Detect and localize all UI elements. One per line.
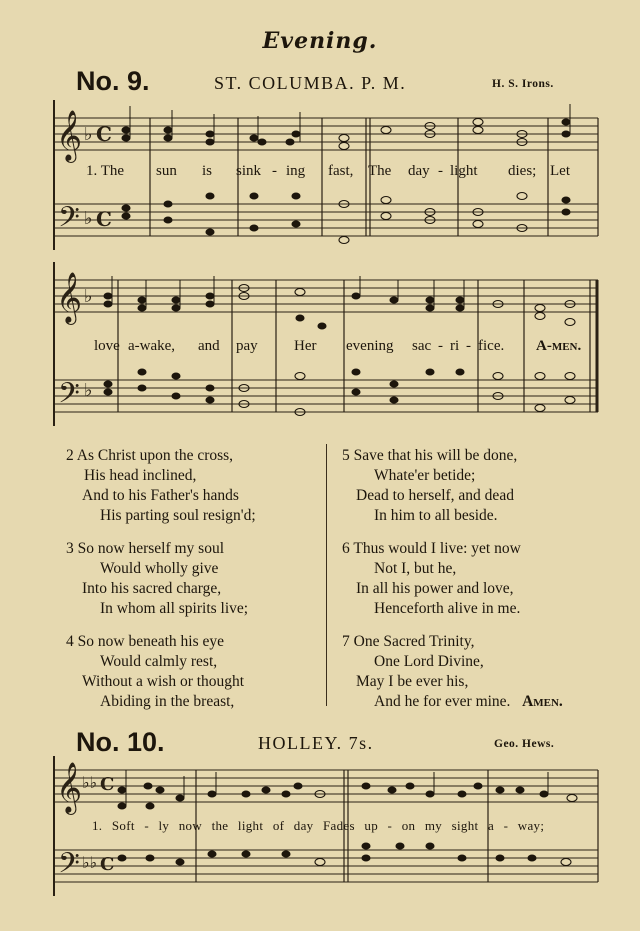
svg-text:♭♭: ♭♭ xyxy=(82,853,98,872)
staff-treble-system-1 xyxy=(54,118,598,150)
verse-6: 6 Thus would I live: yet now Not I, but he, In all his power and love, Henceforth alive in me. xyxy=(342,540,521,617)
notes-treble-system-2 xyxy=(104,285,575,330)
hymn-10-tune: HOLLEY. 7s. xyxy=(258,733,374,753)
bass-clef-icon: 𝄢 xyxy=(58,377,80,417)
hymn-9-number: No. 9. xyxy=(76,66,150,96)
column-divider xyxy=(326,444,327,706)
svg-text:♭: ♭ xyxy=(84,208,93,229)
svg-text:C: C xyxy=(100,854,115,875)
svg-text:♭♭: ♭♭ xyxy=(82,773,98,792)
svg-text:C: C xyxy=(96,122,112,146)
treble-clef-icon: 𝄞 xyxy=(56,272,83,323)
hymn-10-composer: Geo. Hews. xyxy=(494,738,555,750)
staff-bass-system-2 xyxy=(54,380,598,412)
bass-clef-icon: 𝄢 xyxy=(58,847,80,887)
amen-label: Amen. xyxy=(522,693,563,710)
staff-bass-system-3 xyxy=(54,850,598,882)
svg-text:C: C xyxy=(96,207,112,231)
staff-bass-system-1 xyxy=(54,204,598,236)
svg-text:♭: ♭ xyxy=(84,124,93,145)
svg-text:♭: ♭ xyxy=(84,380,93,401)
verse-4: 4 So now beneath his eye Would calmly rest, Without a wish or thought Abiding in the breast, xyxy=(66,633,245,710)
verse-2: 2 As Christ upon the cross, His head inclined, And to his Father's hands His parting soul resign'd; xyxy=(66,447,256,524)
page-title: Evening. xyxy=(262,28,378,54)
treble-clef-icon: 𝄞 xyxy=(56,110,83,161)
verse-3: 3 So now herself my soul Would wholly give Into his sacred charge, In whom all spirits live; xyxy=(66,540,249,617)
svg-text:♭: ♭ xyxy=(84,286,93,307)
notes-bass-system-2 xyxy=(104,369,575,416)
verse-5: 5 Save that his will be done, Whate'er betide; Dead to herself, and dead In him to all beside. xyxy=(342,447,518,524)
staff-treble-system-3 xyxy=(54,770,598,802)
treble-clef-icon: 𝄞 xyxy=(56,762,83,813)
hymn-10-lyric-line-1: 1. Soft - ly now the light of day Fades up - on my sight a - way; xyxy=(92,818,545,833)
hymn-9-composer: H. S. Irons. xyxy=(492,78,554,90)
staff-treble-system-2 xyxy=(54,280,598,312)
verse-7: 7 One Sacred Trinity, One Lord Divine, May I be ever his, And he for ever mine. Amen. xyxy=(342,633,563,710)
hymn-9-tune: ST. COLUMBA. P. M. xyxy=(214,73,407,93)
svg-text:C: C xyxy=(100,774,115,795)
hymn-10-number: No. 10. xyxy=(76,727,165,757)
bass-clef-icon: 𝄢 xyxy=(58,201,80,241)
